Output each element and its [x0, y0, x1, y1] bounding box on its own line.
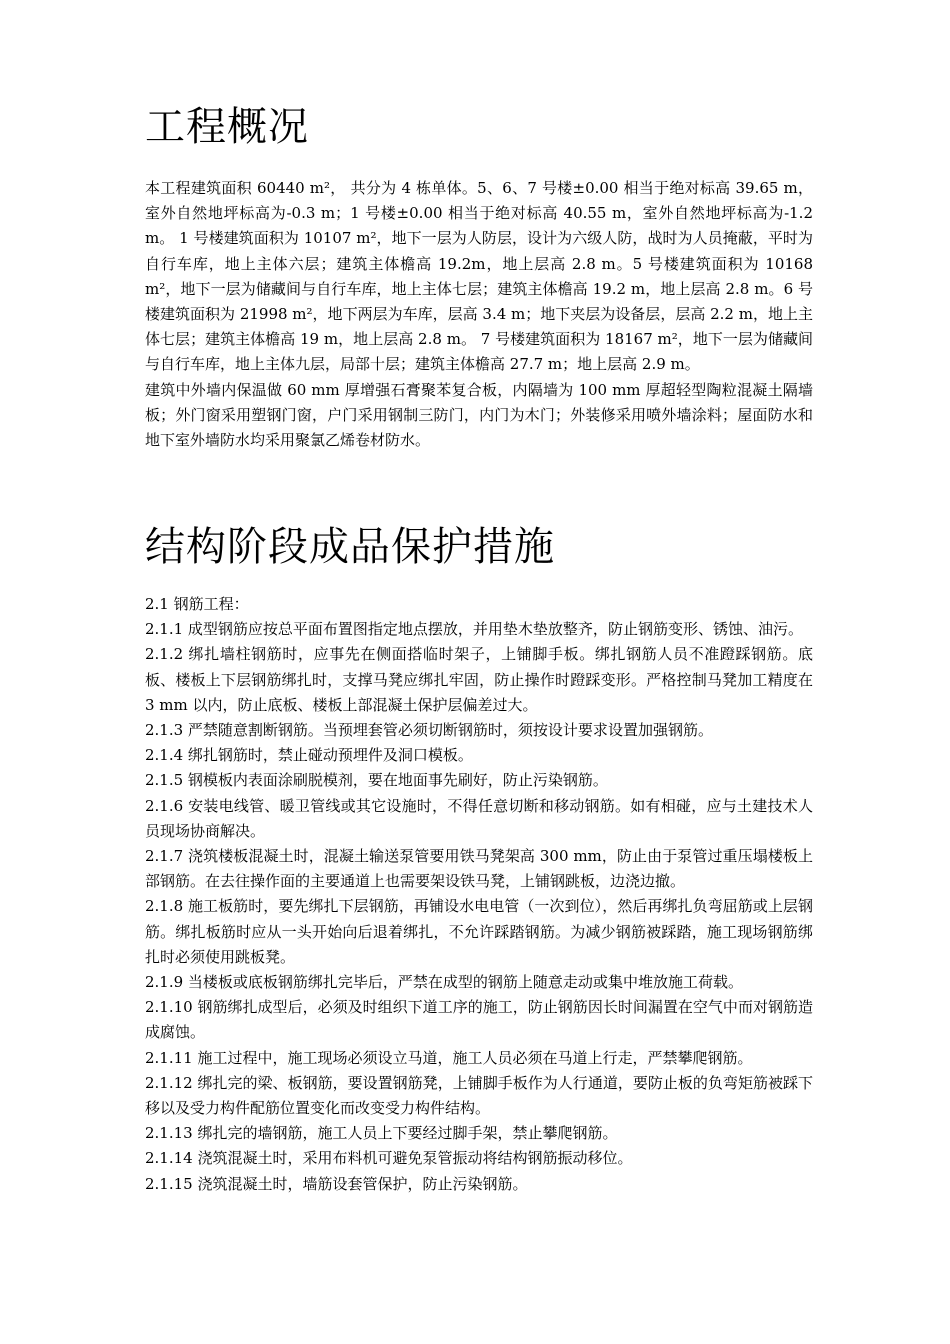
- heading-project-overview: 工程概况: [145, 104, 309, 150]
- clause-2-1-7: 2.1.7 浇筑楼板混凝土时，混凝土输送泵管要用铁马凳架高 300 mm，防止由于泵管过重压塌楼板上部钢筋。在去往操作面的主要通道上也需要架设铁马凳，上铺钢跳板，边浇边撤。: [145, 847, 813, 891]
- clause-2-1-10: 2.1.10 钢筋绑扎成型后，必须及时组织下道工序的施工，防止钢筋因长时间漏置在空气中而对钢筋造成腐蚀。: [145, 998, 813, 1042]
- overview-paragraph-2: 建筑中外墙内保温做 60 mm 厚增强石膏聚苯复合板，内隔墙为 100 mm 厚超轻型陶粒混凝土隔墙板；外门窗采用塑钢门窗，户门采用钢制三防门，内门为木门；外装修采用喷外墙涂料；屋面防水和地下室外墙防水均采用聚氯乙烯卷材防水。: [145, 380, 813, 450]
- clause-2-1-3: 2.1.3 严禁随意割断钢筋。当预埋套管必须切断钢筋时，须按设计要求设置加强钢筋。: [145, 721, 713, 740]
- clause-2-1-9: 2.1.9 当楼板或底板钢筋绑扎完毕后，严禁在成型的钢筋上随意走动或集中堆放施工荷载。: [145, 973, 743, 992]
- clause-2-1-11: 2.1.11 施工过程中，施工现场必须设立马道，施工人员必须在马道上行走，严禁攀爬钢筋。: [145, 1048, 753, 1067]
- clause-2-1-5: 2.1.5 钢模板内表面涂刷脱模剂，要在地面事先刷好，防止污染钢筋。: [145, 771, 608, 790]
- clause-2-1-12: 2.1.12 绑扎完的梁、板钢筋，要设置钢筋凳，上铺脚手板作为人行通道，要防止板的负弯矩筋被踩下移以及受力构件配筋位置变化而改变受力构件结构。: [145, 1073, 813, 1118]
- overview-body: [145, 176, 813, 453]
- overview-paragraph-1: 本工程建筑面积 60440 m²， 共分为 4 栋单体。5、6、7 号楼±0.00 相当于绝对标高 39.65 m，室外自然地坪标高为-0.3 m；1 号楼±0.00 相当于绝对标高 40.55 m，室外自然地坪标高为-1.2 m。 1 号楼建筑面积为 10107 m²，地下一层为人防层，设计为六级人防，战时为人员掩蔽，平时为自行车库，地上主体六层；建筑主体檐高 19.2m，地上层高 2.8 m。5 号楼建筑面积为 10168 m²，地下一层为储藏间与自行车库，地上主体七层；建筑主体檐高 19.2 m，地上层高 2.8 m。6 号楼建筑面积为 21998 m²，地下两层为车库，层高 3.4 m；地下夹层为设备层，层高 2.2 m，地上主体七层；建筑主体檐高 19 m，地上层高 2.8 m。 7 号楼建筑面积为 18167 m²，地下一层为储藏间与自行车库，地上主体九层，局部十层；建筑主体檐高 27.7 m；地上层高 2.9 m。: [145, 179, 813, 374]
- clause-2-1-1: 2.1.1 成型钢筋应按总平面布置图指定地点摆放，并用垫木垫放整齐，防止钢筋变形、锈蚀、油污。: [145, 620, 803, 639]
- clause-2-1-8: 2.1.8 施工板筋时，要先绑扎下层钢筋，再铺设水电电管（一次到位），然后再绑扎负弯屈筋或上层钢筋。绑扎板筋时应从一头开始向后退着绑扎，不允许踩踏钢筋。为减少钢筋被踩踏，施工现场钢筋绑扎时必须使用跳板凳。: [145, 897, 813, 966]
- clause-2-1-6: 2.1.6 安装电线管、暖卫管线或其它设施时，不得任意切断和移动钢筋。如有相碰，应与土建技术人员现场协商解决。: [145, 796, 813, 840]
- clause-2-1-14: 2.1.14 浇筑混凝土时，采用布料机可避免泵管振动将结构钢筋振动移位。: [145, 1149, 633, 1168]
- clause-2-1-15: 2.1.15 浇筑混凝土时，墙筋设套管保护，防止污染钢筋。: [145, 1174, 528, 1193]
- heading-product-protection: 结构阶段成品保护措施: [145, 524, 555, 570]
- rebar-section-heading: 2.1 钢筋工程：: [145, 595, 249, 613]
- protection-body: [145, 592, 813, 1197]
- clause-2-1-4: 2.1.4 绑扎钢筋时，禁止碰动预埋件及洞口模板。: [145, 746, 473, 765]
- clause-2-1-2: 2.1.2 绑扎墙柱钢筋时，应事先在侧面搭临时架子，上铺脚手板。绑扎钢筋人员不准蹬踩钢筋。底板、楼板上下层钢筋绑扎时，支撑马凳应绑扎牢固，防止操作时蹬踩变形。严格控制马凳加工精度在 3 mm 以内，防止底板、楼板上部混凝土保护层偏差过大。: [145, 645, 813, 714]
- clause-2-1-13: 2.1.13 绑扎完的墙钢筋，施工人员上下要经过脚手架，禁止攀爬钢筋。: [145, 1124, 618, 1143]
